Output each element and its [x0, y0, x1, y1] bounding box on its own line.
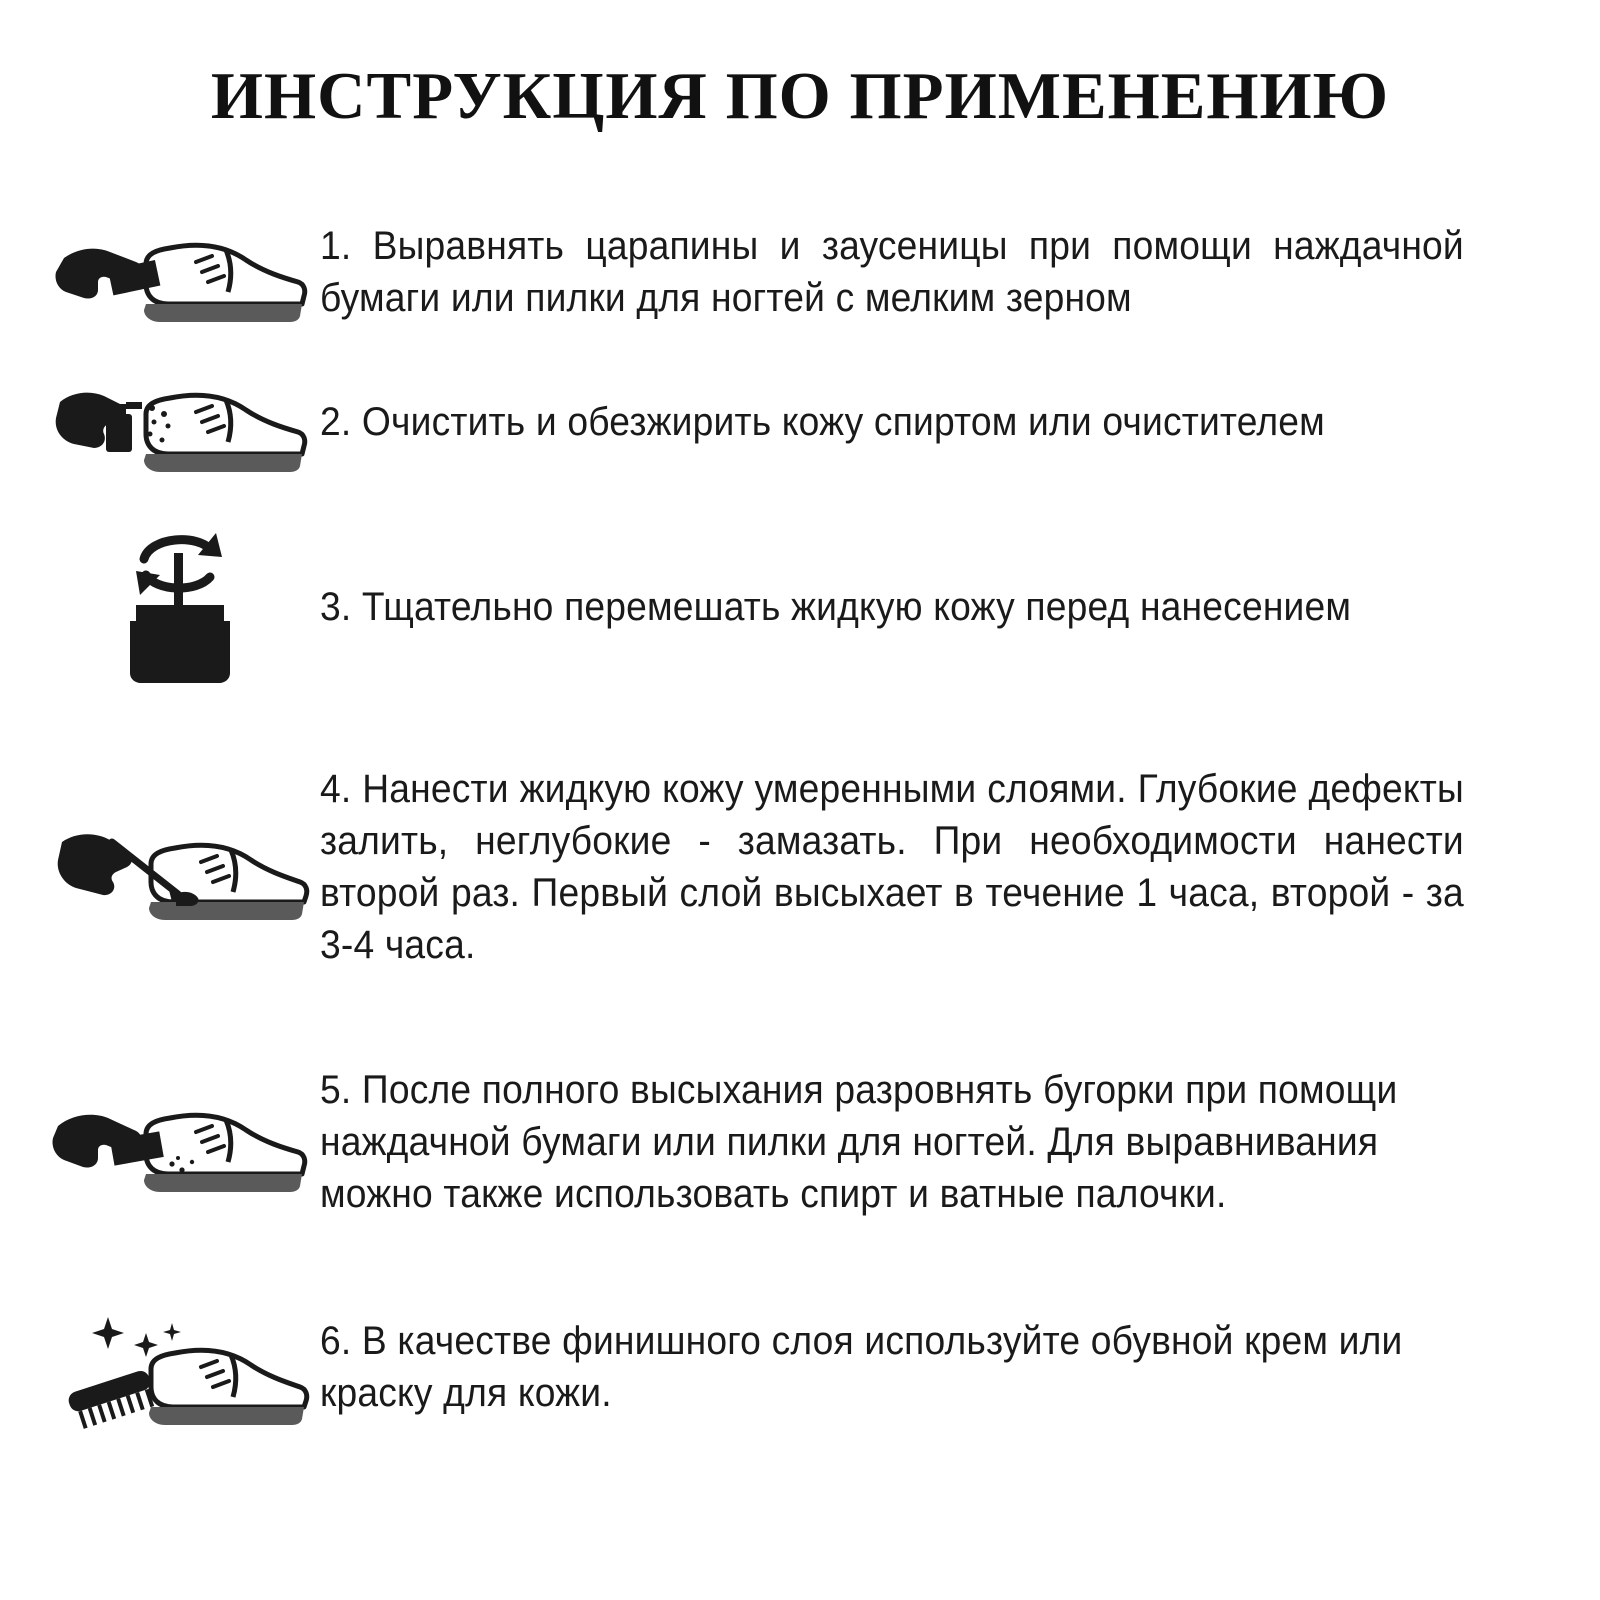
- step-text: 3. Тщательно перемешать жидкую кожу перед нанесением: [320, 585, 1352, 629]
- list-item: [40, 497, 1560, 717]
- list-item: [40, 347, 1560, 497]
- brush-polish-shoe-icon: [40, 1297, 320, 1437]
- list-item: [40, 1017, 1560, 1267]
- page-title: ИНСТРУКЦИЯ ПО ПРИМЕНЕНИЮ: [210, 59, 1390, 133]
- steps-list: [40, 197, 1560, 1467]
- list-item: [40, 1267, 1560, 1467]
- hand-sanding-shoe-icon: [40, 212, 320, 332]
- step-text: 1. Выравнять царапины и заусеницы при помощи наждачной бумаги или пилки для ногтей с мелким зерном: [320, 224, 1464, 320]
- hand-brush-applying-shoe-icon: [40, 802, 320, 932]
- step-text: 2. Очистить и обезжирить кожу спиртом или очистителем: [320, 400, 1325, 444]
- list-item: [40, 717, 1560, 1017]
- step-text: 5. После полного высыхания разровнять бугорки при помощи наждачной бумаги или пилки для ногтей. Для выравнивания можно также использовать спирт и ватные палочки.: [320, 1068, 1398, 1216]
- hand-sanding-dried-shoe-icon: [40, 1082, 320, 1202]
- step-text: 6. В качестве финишного слоя используйте обувной крем или краску для кожи.: [320, 1319, 1403, 1415]
- hand-spray-bottle-shoe-icon: [40, 362, 320, 482]
- jar-stirring-icon: [40, 517, 320, 697]
- step-text: 4. Нанести жидкую кожу умеренными слоями. Глубокие дефекты залить, неглубокие - замазать. При необходимости нанести второй раз. Первый слой высыхает в течение 1 часа, второй - за 3-4 часа.: [320, 767, 1464, 967]
- list-item: [40, 197, 1560, 347]
